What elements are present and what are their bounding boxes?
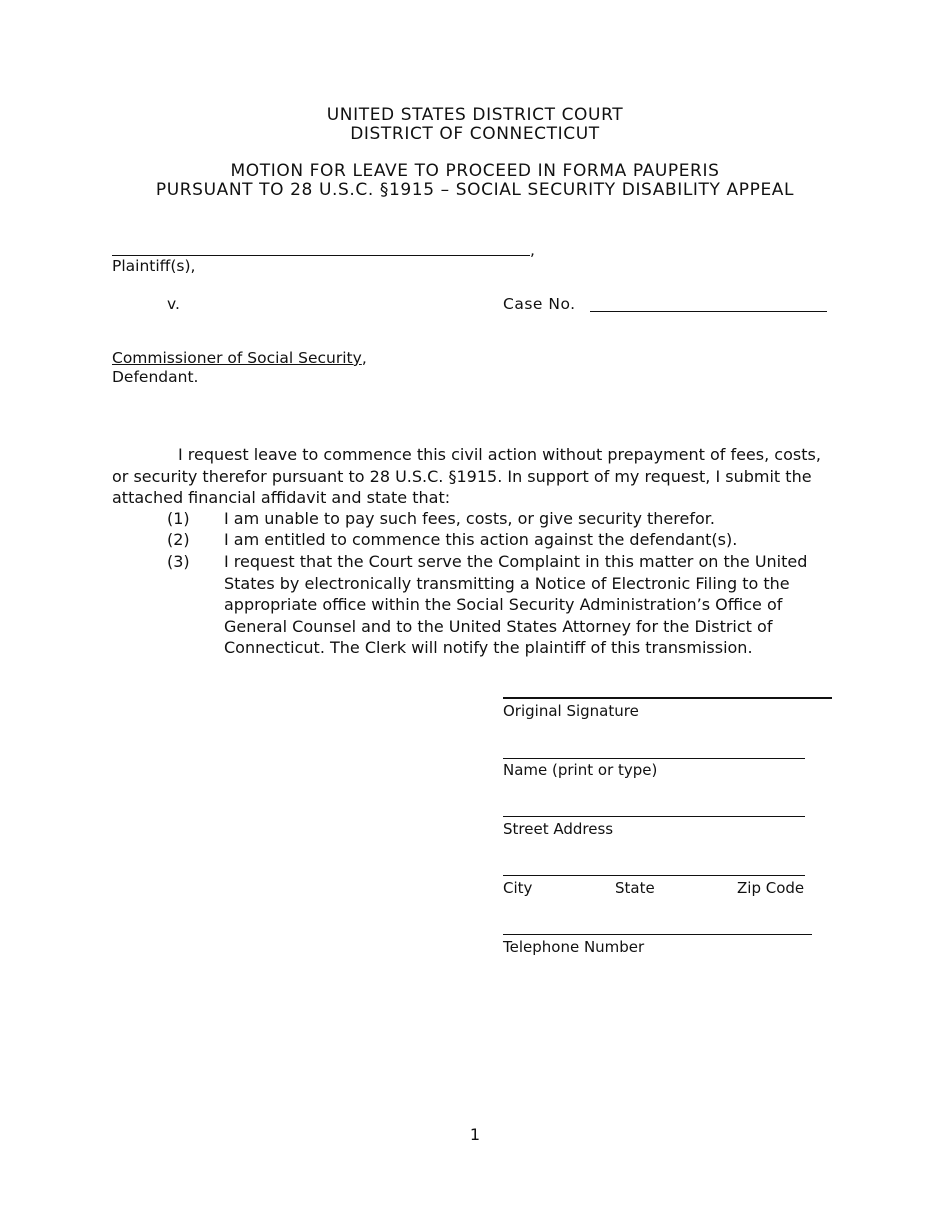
court-district: DISTRICT OF CONNECTICUT <box>350 124 600 144</box>
telephone-line[interactable] <box>503 934 812 935</box>
signature-line[interactable] <box>503 697 832 699</box>
intro-text: I request leave to commence this civil action without prepayment of fees, costs, or security therefor pursuant to 28 U.S.C. §1915. In support of my request, I submit the attached financial affidavit and state that: <box>112 445 821 507</box>
case-no-label: Case No. <box>503 295 576 313</box>
case-no-line[interactable] <box>590 311 827 312</box>
item-text: I am unable to pay such fees, costs, or give security therefor. <box>224 509 715 528</box>
state-label: State <box>615 879 655 897</box>
motion-subtitle: PURSUANT TO 28 U.S.C. §1915 – SOCIAL SECURITY DISABILITY APPEAL <box>155 180 795 200</box>
plaintiff-name-line[interactable] <box>112 255 530 256</box>
name-label: Name (print or type) <box>503 761 658 779</box>
street-address-line[interactable] <box>503 816 805 817</box>
city-label: City <box>503 879 533 897</box>
defendant-name-row <box>112 349 367 367</box>
street-address-label: Street Address <box>503 820 614 838</box>
defendant-comma: , <box>361 349 367 367</box>
plaintiff-label: Plaintiff(s), <box>112 257 196 275</box>
defendant-name: Commissioner of Social Security <box>112 349 362 367</box>
zip-code-label: Zip Code <box>737 879 805 897</box>
page-number: 1 <box>469 1125 481 1144</box>
court-name: UNITED STATES DISTRICT COURT <box>326 105 624 125</box>
item-text: I am entitled to commence this action against the defendant(s). <box>224 530 738 549</box>
name-line[interactable] <box>503 758 805 759</box>
item-number: (1) <box>167 509 190 528</box>
item-number: (3) <box>167 552 190 571</box>
original-signature-label: Original Signature <box>503 702 639 720</box>
city-state-zip-line[interactable] <box>503 875 805 876</box>
item-number: (2) <box>167 530 190 549</box>
versus-label: v. <box>167 295 180 313</box>
intro-paragraph <box>112 444 832 509</box>
item-text: I request that the Court serve the Complaint in this matter on the United States by electronically transmitting a Notice of Electronic Filing to the appropriate office within the Social Security Administration’s Office of General Counsel and to the United States Attorney for the District of Connecticut. The Clerk will notify the plaintiff of this transmission. <box>224 552 808 657</box>
plaintiff-comma: , <box>530 241 535 259</box>
telephone-label: Telephone Number <box>503 938 645 956</box>
motion-title: MOTION FOR LEAVE TO PROCEED IN FORMA PAUPERIS <box>230 161 720 181</box>
defendant-label: Defendant. <box>112 368 199 386</box>
